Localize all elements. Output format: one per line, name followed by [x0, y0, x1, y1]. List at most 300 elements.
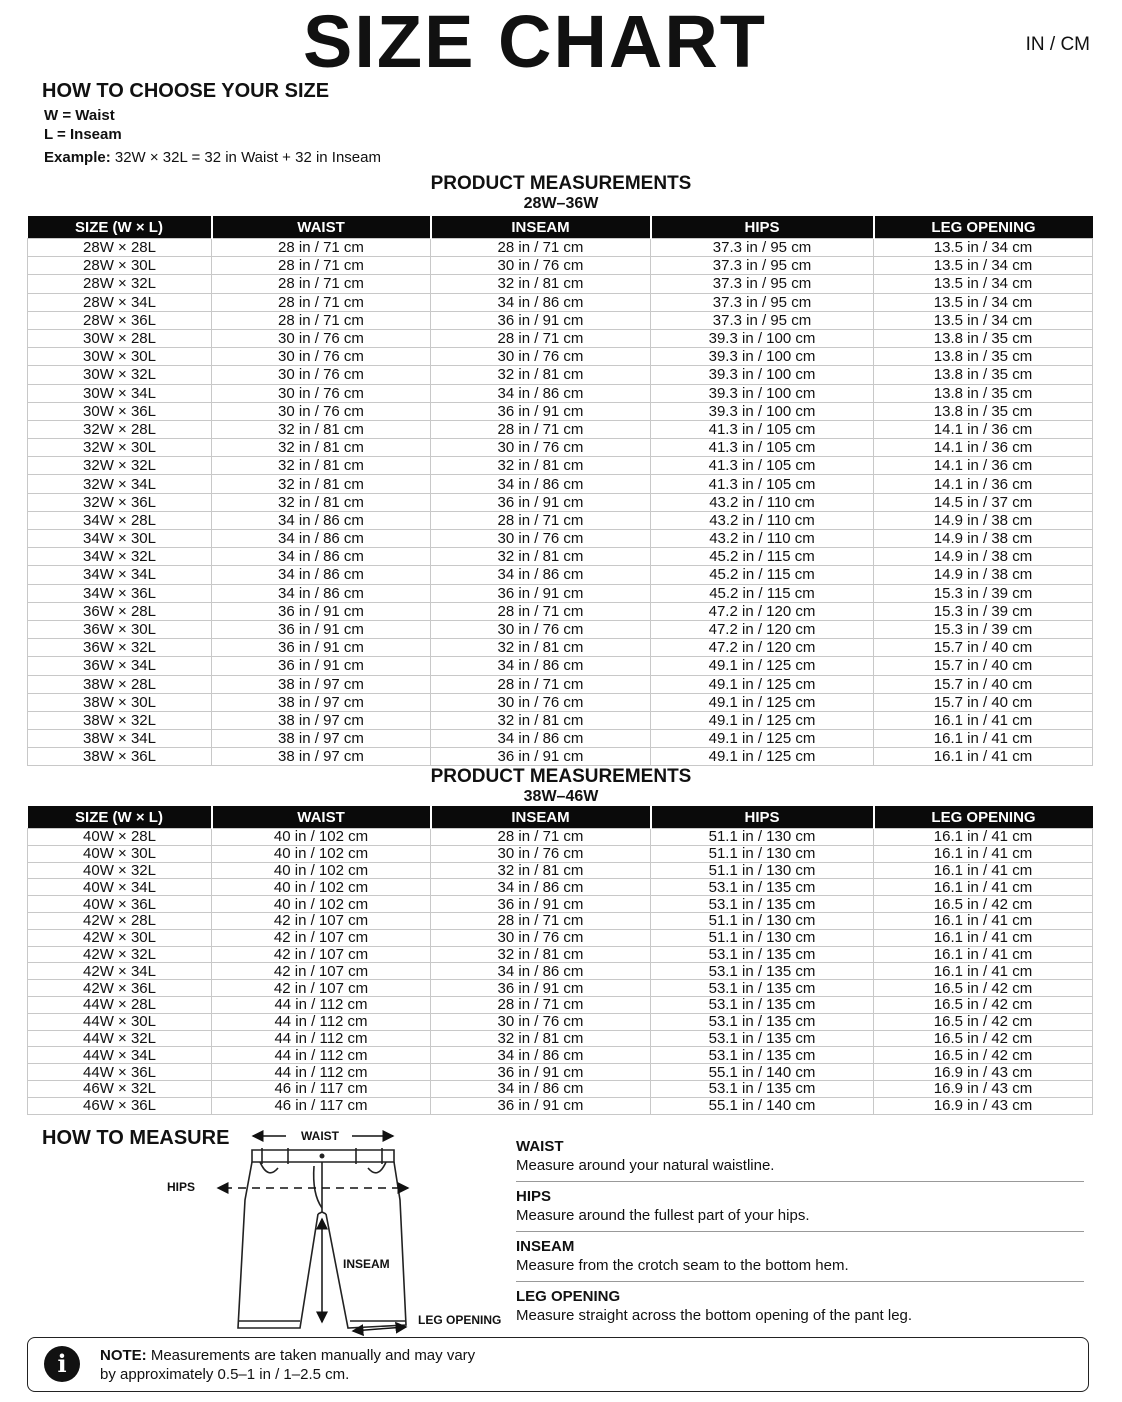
- table-cell: 16.1 in / 41 cm: [874, 879, 1093, 896]
- table-cell: 51.1 in / 130 cm: [651, 929, 874, 946]
- table-cell: 38 in / 97 cm: [212, 693, 431, 711]
- table-cell: 37.3 in / 95 cm: [651, 275, 874, 293]
- definition-text: Measure around your natural waistline.: [516, 1157, 775, 1174]
- table-cell: 16.5 in / 42 cm: [874, 996, 1093, 1013]
- table-cell: 36 in / 91 cm: [431, 584, 651, 602]
- table-cell: 40W × 32L: [28, 862, 212, 879]
- table-cell: 32 in / 81 cm: [212, 475, 431, 493]
- table-cell: 39.3 in / 100 cm: [651, 329, 874, 347]
- table-cell: 40 in / 102 cm: [212, 896, 431, 913]
- example-label: Example:: [44, 149, 111, 166]
- table-cell: 42W × 28L: [28, 912, 212, 929]
- leg-opening-definition: [516, 1283, 1084, 1331]
- col-size-header: SIZE (W × L): [28, 806, 212, 829]
- measure-definitions: [516, 1133, 1084, 1332]
- table-row: [28, 829, 1093, 846]
- table-cell: 40W × 36L: [28, 896, 212, 913]
- table-row: [28, 896, 1093, 913]
- table-cell: 16.1 in / 41 cm: [874, 862, 1093, 879]
- table-cell: 28 in / 71 cm: [431, 420, 651, 438]
- table-cell: 15.3 in / 39 cm: [874, 584, 1093, 602]
- table-row: [28, 980, 1093, 997]
- table-cell: 46 in / 117 cm: [212, 1097, 431, 1114]
- table-row: [28, 879, 1093, 896]
- table-row: [28, 912, 1093, 929]
- col-leg-opening-header: LEG OPENING: [874, 216, 1093, 239]
- table-cell: 28 in / 71 cm: [431, 329, 651, 347]
- col-inseam-header: INSEAM: [431, 806, 651, 829]
- table-row: [28, 1064, 1093, 1081]
- table-cell: 44 in / 112 cm: [212, 1064, 431, 1081]
- table-cell: 32W × 34L: [28, 475, 212, 493]
- table-cell: 16.5 in / 42 cm: [874, 1013, 1093, 1030]
- table-row: [28, 348, 1093, 366]
- table-cell: 30W × 36L: [28, 402, 212, 420]
- table-cell: 42 in / 107 cm: [212, 963, 431, 980]
- table-cell: 42 in / 107 cm: [212, 912, 431, 929]
- table-cell: 41.3 in / 105 cm: [651, 420, 874, 438]
- table-cell: 34 in / 86 cm: [431, 475, 651, 493]
- definition-title: LEG OPENING: [516, 1288, 621, 1305]
- table-cell: 28 in / 71 cm: [212, 275, 431, 293]
- table-cell: 28 in / 71 cm: [431, 239, 651, 257]
- table-row: [28, 475, 1093, 493]
- table-cell: 16.5 in / 42 cm: [874, 896, 1093, 913]
- table-cell: 38W × 36L: [28, 748, 212, 766]
- table-cell: 34 in / 86 cm: [431, 1080, 651, 1097]
- table-cell: 38W × 32L: [28, 711, 212, 729]
- col-waist-header: WAIST: [212, 216, 431, 239]
- table-cell: 39.3 in / 100 cm: [651, 366, 874, 384]
- table-cell: 32 in / 81 cm: [212, 439, 431, 457]
- table-row: [28, 639, 1093, 657]
- table-cell: 39.3 in / 100 cm: [651, 402, 874, 420]
- col-size-header: SIZE (W × L): [28, 216, 212, 239]
- waist-definition: [516, 1133, 1084, 1182]
- table-row: [28, 239, 1093, 257]
- diagram-hips-label: HIPS: [167, 1180, 196, 1194]
- table-cell: 34 in / 86 cm: [431, 1047, 651, 1064]
- table-cell: 16.9 in / 43 cm: [874, 1080, 1093, 1097]
- definition-title: WAIST: [516, 1138, 564, 1155]
- table-row: [28, 711, 1093, 729]
- table-cell: 42 in / 107 cm: [212, 980, 431, 997]
- col-inseam-header: INSEAM: [431, 216, 651, 239]
- table-cell: 40W × 34L: [28, 879, 212, 896]
- table-cell: 45.2 in / 115 cm: [651, 566, 874, 584]
- table-cell: 44 in / 112 cm: [212, 996, 431, 1013]
- table-row: [28, 602, 1093, 620]
- definition-text: Measure straight across the bottom opening of the pant leg.: [516, 1307, 913, 1324]
- table-row: [28, 862, 1093, 879]
- table-cell: 41.3 in / 105 cm: [651, 457, 874, 475]
- table-cell: 41.3 in / 105 cm: [651, 439, 874, 457]
- table-cell: 32W × 36L: [28, 493, 212, 511]
- table-cell: 14.1 in / 36 cm: [874, 439, 1093, 457]
- table-row: [28, 1013, 1093, 1030]
- table-cell: 32 in / 81 cm: [431, 548, 651, 566]
- table-cell: 34 in / 86 cm: [212, 511, 431, 529]
- table-cell: 30 in / 76 cm: [431, 530, 651, 548]
- table-cell: 30 in / 76 cm: [431, 693, 651, 711]
- table-cell: 38 in / 97 cm: [212, 675, 431, 693]
- table-row: [28, 963, 1093, 980]
- table-cell: 45.2 in / 115 cm: [651, 548, 874, 566]
- table-cell: 47.2 in / 120 cm: [651, 602, 874, 620]
- table-cell: 30 in / 76 cm: [212, 384, 431, 402]
- table-cell: 36 in / 91 cm: [431, 402, 651, 420]
- table-cell: 44W × 28L: [28, 996, 212, 1013]
- table-cell: 28 in / 71 cm: [212, 257, 431, 275]
- table-cell: 34 in / 86 cm: [431, 566, 651, 584]
- table1-subtitle: 28W–36W: [523, 195, 599, 212]
- table-cell: 53.1 in / 135 cm: [651, 1047, 874, 1064]
- table-cell: 30W × 30L: [28, 348, 212, 366]
- table-cell: 32 in / 81 cm: [212, 457, 431, 475]
- table-row: [28, 996, 1093, 1013]
- table-cell: 43.2 in / 110 cm: [651, 511, 874, 529]
- table-cell: 34 in / 86 cm: [431, 879, 651, 896]
- table-cell: 47.2 in / 120 cm: [651, 639, 874, 657]
- table-cell: 38W × 30L: [28, 693, 212, 711]
- table-cell: 32 in / 81 cm: [212, 493, 431, 511]
- table-row: [28, 620, 1093, 638]
- table-cell: 44W × 32L: [28, 1030, 212, 1047]
- table-cell: 51.1 in / 130 cm: [651, 862, 874, 879]
- table-cell: 16.9 in / 43 cm: [874, 1064, 1093, 1081]
- page-title: SIZE CHART: [303, 0, 767, 83]
- table-cell: 15.7 in / 40 cm: [874, 675, 1093, 693]
- table-cell: 32W × 30L: [28, 439, 212, 457]
- table-cell: 44 in / 112 cm: [212, 1013, 431, 1030]
- table-cell: 44 in / 112 cm: [212, 1030, 431, 1047]
- table-cell: 28 in / 71 cm: [431, 912, 651, 929]
- table-cell: 28 in / 71 cm: [431, 602, 651, 620]
- col-leg-opening-header: LEG OPENING: [874, 806, 1093, 829]
- table-cell: 14.9 in / 38 cm: [874, 511, 1093, 529]
- table-cell: 32 in / 81 cm: [212, 420, 431, 438]
- table-cell: 32 in / 81 cm: [431, 275, 651, 293]
- table-cell: 32 in / 81 cm: [431, 862, 651, 879]
- table-row: [28, 929, 1093, 946]
- col-hips-header: HIPS: [651, 806, 874, 829]
- table-cell: 53.1 in / 135 cm: [651, 1030, 874, 1047]
- table-row: [28, 584, 1093, 602]
- table-cell: 44W × 36L: [28, 1064, 212, 1081]
- definition-text: Measure around the fullest part of your hips.: [516, 1207, 810, 1224]
- table-cell: 38W × 28L: [28, 675, 212, 693]
- table-cell: 28W × 32L: [28, 275, 212, 293]
- table-cell: 34 in / 86 cm: [431, 293, 651, 311]
- table-row: [28, 748, 1093, 766]
- table-cell: 14.9 in / 38 cm: [874, 530, 1093, 548]
- table-row: [28, 1080, 1093, 1097]
- table-cell: 32 in / 81 cm: [431, 639, 651, 657]
- table-cell: 49.1 in / 125 cm: [651, 730, 874, 748]
- table-cell: 45.2 in / 115 cm: [651, 584, 874, 602]
- table-cell: 44W × 30L: [28, 1013, 212, 1030]
- table-cell: 34W × 32L: [28, 548, 212, 566]
- table-row: [28, 293, 1093, 311]
- table-row: [28, 257, 1093, 275]
- units-label: IN / CM: [1025, 34, 1090, 55]
- table-cell: 42W × 32L: [28, 946, 212, 963]
- table-row: [28, 457, 1093, 475]
- table-cell: 38W × 34L: [28, 730, 212, 748]
- table-cell: 16.1 in / 41 cm: [874, 912, 1093, 929]
- table-cell: 37.3 in / 95 cm: [651, 311, 874, 329]
- table-cell: 15.7 in / 40 cm: [874, 657, 1093, 675]
- table-cell: 16.1 in / 41 cm: [874, 829, 1093, 846]
- table-cell: 28 in / 71 cm: [212, 239, 431, 257]
- table-cell: 36 in / 91 cm: [431, 896, 651, 913]
- table-cell: 32W × 28L: [28, 420, 212, 438]
- table-cell: 13.8 in / 35 cm: [874, 384, 1093, 402]
- table-cell: 14.1 in / 36 cm: [874, 475, 1093, 493]
- table-cell: 28 in / 71 cm: [431, 675, 651, 693]
- table-cell: 32W × 32L: [28, 457, 212, 475]
- table-cell: 30 in / 76 cm: [431, 620, 651, 638]
- table-cell: 36 in / 91 cm: [431, 1097, 651, 1114]
- table-row: [28, 1047, 1093, 1064]
- table-cell: 37.3 in / 95 cm: [651, 293, 874, 311]
- table-cell: 47.2 in / 120 cm: [651, 620, 874, 638]
- table-cell: 30 in / 76 cm: [212, 348, 431, 366]
- table-cell: 28 in / 71 cm: [431, 829, 651, 846]
- table-cell: 32 in / 81 cm: [431, 366, 651, 384]
- table-cell: 49.1 in / 125 cm: [651, 748, 874, 766]
- table-cell: 32 in / 81 cm: [431, 457, 651, 475]
- table-cell: 15.3 in / 39 cm: [874, 602, 1093, 620]
- table-cell: 30 in / 76 cm: [431, 1013, 651, 1030]
- table-cell: 38 in / 97 cm: [212, 730, 431, 748]
- table-cell: 30 in / 76 cm: [212, 402, 431, 420]
- table-row: [28, 1097, 1093, 1114]
- table-cell: 36W × 30L: [28, 620, 212, 638]
- table-cell: 16.5 in / 42 cm: [874, 1030, 1093, 1047]
- table-cell: 14.5 in / 37 cm: [874, 493, 1093, 511]
- table-cell: 34 in / 86 cm: [212, 566, 431, 584]
- table-cell: 34 in / 86 cm: [431, 730, 651, 748]
- table-cell: 13.8 in / 35 cm: [874, 402, 1093, 420]
- table-cell: 15.7 in / 40 cm: [874, 693, 1093, 711]
- table-cell: 42 in / 107 cm: [212, 946, 431, 963]
- table-cell: 49.1 in / 125 cm: [651, 693, 874, 711]
- table-cell: 53.1 in / 135 cm: [651, 946, 874, 963]
- table-cell: 41.3 in / 105 cm: [651, 475, 874, 493]
- hips-definition: [516, 1183, 1084, 1232]
- table-cell: 28W × 28L: [28, 239, 212, 257]
- definition-title: INSEAM: [516, 1238, 575, 1255]
- table-cell: 42W × 34L: [28, 963, 212, 980]
- choose-size-heading: HOW TO CHOOSE YOUR SIZE: [42, 80, 330, 102]
- diagram-inseam-label: INSEAM: [343, 1257, 390, 1271]
- table-cell: 30W × 34L: [28, 384, 212, 402]
- size-table-1: [27, 216, 1093, 766]
- table-cell: 28 in / 71 cm: [431, 996, 651, 1013]
- table-cell: 40W × 30L: [28, 845, 212, 862]
- table-cell: 30W × 32L: [28, 366, 212, 384]
- table-cell: 46W × 32L: [28, 1080, 212, 1097]
- table-cell: 51.1 in / 130 cm: [651, 912, 874, 929]
- table-cell: 16.5 in / 42 cm: [874, 980, 1093, 997]
- table-header-row: [28, 216, 1093, 239]
- table-cell: 34 in / 86 cm: [212, 548, 431, 566]
- table-cell: 36W × 32L: [28, 639, 212, 657]
- table-cell: 34W × 28L: [28, 511, 212, 529]
- table-cell: 14.1 in / 36 cm: [874, 457, 1093, 475]
- table-cell: 16.1 in / 41 cm: [874, 929, 1093, 946]
- table-cell: 28 in / 71 cm: [212, 311, 431, 329]
- table-cell: 16.1 in / 41 cm: [874, 748, 1093, 766]
- table-cell: 34 in / 86 cm: [431, 963, 651, 980]
- table-cell: 53.1 in / 135 cm: [651, 1013, 874, 1030]
- diagram-waist-label: WAIST: [301, 1129, 339, 1143]
- table2-title: PRODUCT MEASUREMENTS: [430, 766, 692, 787]
- table-cell: 14.9 in / 38 cm: [874, 548, 1093, 566]
- table-row: [28, 566, 1093, 584]
- table-row: [28, 530, 1093, 548]
- table-cell: 28W × 34L: [28, 293, 212, 311]
- table-cell: 42W × 30L: [28, 929, 212, 946]
- table-cell: 40 in / 102 cm: [212, 829, 431, 846]
- table1-title: PRODUCT MEASUREMENTS: [430, 173, 692, 194]
- diagram-leg-opening-label: LEG OPENING: [418, 1313, 502, 1327]
- table-row: [28, 311, 1093, 329]
- table-cell: 36 in / 91 cm: [212, 657, 431, 675]
- table-cell: 36 in / 91 cm: [212, 639, 431, 657]
- table-cell: 13.8 in / 35 cm: [874, 348, 1093, 366]
- table-cell: 53.1 in / 135 cm: [651, 963, 874, 980]
- table-cell: 16.9 in / 43 cm: [874, 1097, 1093, 1114]
- table-cell: 30 in / 76 cm: [212, 366, 431, 384]
- table-header-row: [28, 806, 1093, 829]
- table-cell: 36W × 28L: [28, 602, 212, 620]
- table-cell: 40 in / 102 cm: [212, 845, 431, 862]
- inseam-definition: [516, 1233, 1084, 1282]
- table-row: [28, 1030, 1093, 1047]
- example-text: 32W × 32L = 32 in Waist + 32 in Inseam: [110, 149, 381, 166]
- table-row: [28, 845, 1093, 862]
- waist-abbrev: W = Waist: [44, 107, 115, 124]
- table-cell: 13.8 in / 35 cm: [874, 366, 1093, 384]
- table2-subtitle: 38W–46W: [523, 788, 599, 805]
- table-cell: 53.1 in / 135 cm: [651, 996, 874, 1013]
- table-cell: 30 in / 76 cm: [431, 845, 651, 862]
- table-cell: 55.1 in / 140 cm: [651, 1064, 874, 1081]
- table-cell: 42W × 36L: [28, 980, 212, 997]
- table-row: [28, 439, 1093, 457]
- table-cell: 36 in / 91 cm: [431, 980, 651, 997]
- table-cell: 53.1 in / 135 cm: [651, 879, 874, 896]
- table-cell: 13.5 in / 34 cm: [874, 239, 1093, 257]
- table-cell: 30 in / 76 cm: [431, 439, 651, 457]
- table-cell: 28W × 30L: [28, 257, 212, 275]
- table-cell: 53.1 in / 135 cm: [651, 896, 874, 913]
- table-cell: 16.1 in / 41 cm: [874, 730, 1093, 748]
- table-cell: 43.2 in / 110 cm: [651, 530, 874, 548]
- table-cell: 34W × 34L: [28, 566, 212, 584]
- table-cell: 37.3 in / 95 cm: [651, 257, 874, 275]
- measurement-note: [27, 1337, 1089, 1392]
- table-row: [28, 657, 1093, 675]
- table-cell: 36 in / 91 cm: [212, 620, 431, 638]
- table-cell: 16.5 in / 42 cm: [874, 1047, 1093, 1064]
- table-row: [28, 329, 1093, 347]
- table-cell: 14.9 in / 38 cm: [874, 566, 1093, 584]
- table-row: [28, 675, 1093, 693]
- table-cell: 38 in / 97 cm: [212, 711, 431, 729]
- table-cell: 36 in / 91 cm: [212, 602, 431, 620]
- table-row: [28, 511, 1093, 529]
- table-cell: 16.1 in / 41 cm: [874, 963, 1093, 980]
- table-cell: 34W × 36L: [28, 584, 212, 602]
- table-cell: 53.1 in / 135 cm: [651, 980, 874, 997]
- definition-title: HIPS: [516, 1188, 552, 1205]
- table-cell: 44 in / 112 cm: [212, 1047, 431, 1064]
- note-text: [100, 1346, 475, 1384]
- table-cell: 36W × 34L: [28, 657, 212, 675]
- how-to-measure-heading: HOW TO MEASURE: [42, 1127, 230, 1149]
- table-cell: 30 in / 76 cm: [431, 929, 651, 946]
- table-cell: 15.7 in / 40 cm: [874, 639, 1093, 657]
- inseam-abbrev: L = Inseam: [44, 126, 122, 143]
- table-row: [28, 420, 1093, 438]
- table-cell: 39.3 in / 100 cm: [651, 348, 874, 366]
- table-cell: 28W × 36L: [28, 311, 212, 329]
- table-cell: 36 in / 91 cm: [431, 748, 651, 766]
- table-cell: 51.1 in / 130 cm: [651, 845, 874, 862]
- table-cell: 49.1 in / 125 cm: [651, 675, 874, 693]
- table-cell: 49.1 in / 125 cm: [651, 711, 874, 729]
- table-cell: 43.2 in / 110 cm: [651, 493, 874, 511]
- table-cell: 13.5 in / 34 cm: [874, 257, 1093, 275]
- table-cell: 36 in / 91 cm: [431, 1064, 651, 1081]
- col-hips-header: HIPS: [651, 216, 874, 239]
- table-row: [28, 366, 1093, 384]
- table-cell: 32 in / 81 cm: [431, 946, 651, 963]
- table-cell: 38 in / 97 cm: [212, 748, 431, 766]
- table-cell: 53.1 in / 135 cm: [651, 1080, 874, 1097]
- table-row: [28, 548, 1093, 566]
- table-cell: 16.1 in / 41 cm: [874, 845, 1093, 862]
- table-cell: 30W × 28L: [28, 329, 212, 347]
- table-cell: 34W × 30L: [28, 530, 212, 548]
- table-cell: 34 in / 86 cm: [212, 584, 431, 602]
- table-cell: 13.8 in / 35 cm: [874, 329, 1093, 347]
- table-cell: 28 in / 71 cm: [212, 293, 431, 311]
- note-line-2: by approximately 0.5–1 in / 1–2.5 cm.: [100, 1366, 350, 1383]
- table-cell: 13.5 in / 34 cm: [874, 293, 1093, 311]
- table-cell: 32 in / 81 cm: [431, 711, 651, 729]
- table-cell: 34 in / 86 cm: [431, 384, 651, 402]
- table-cell: 28 in / 71 cm: [431, 511, 651, 529]
- table-cell: 39.3 in / 100 cm: [651, 384, 874, 402]
- table-cell: 40 in / 102 cm: [212, 862, 431, 879]
- table-cell: 55.1 in / 140 cm: [651, 1097, 874, 1114]
- table-row: [28, 402, 1093, 420]
- table-cell: 46W × 36L: [28, 1097, 212, 1114]
- table-cell: 30 in / 76 cm: [431, 257, 651, 275]
- table-cell: 46 in / 117 cm: [212, 1080, 431, 1097]
- table-cell: 32 in / 81 cm: [431, 1030, 651, 1047]
- table-row: [28, 693, 1093, 711]
- table-cell: 36 in / 91 cm: [431, 493, 651, 511]
- note-line-1: Measurements are taken manually and may vary: [146, 1347, 476, 1364]
- table-cell: 37.3 in / 95 cm: [651, 239, 874, 257]
- table-row: [28, 493, 1093, 511]
- table-cell: 51.1 in / 130 cm: [651, 829, 874, 846]
